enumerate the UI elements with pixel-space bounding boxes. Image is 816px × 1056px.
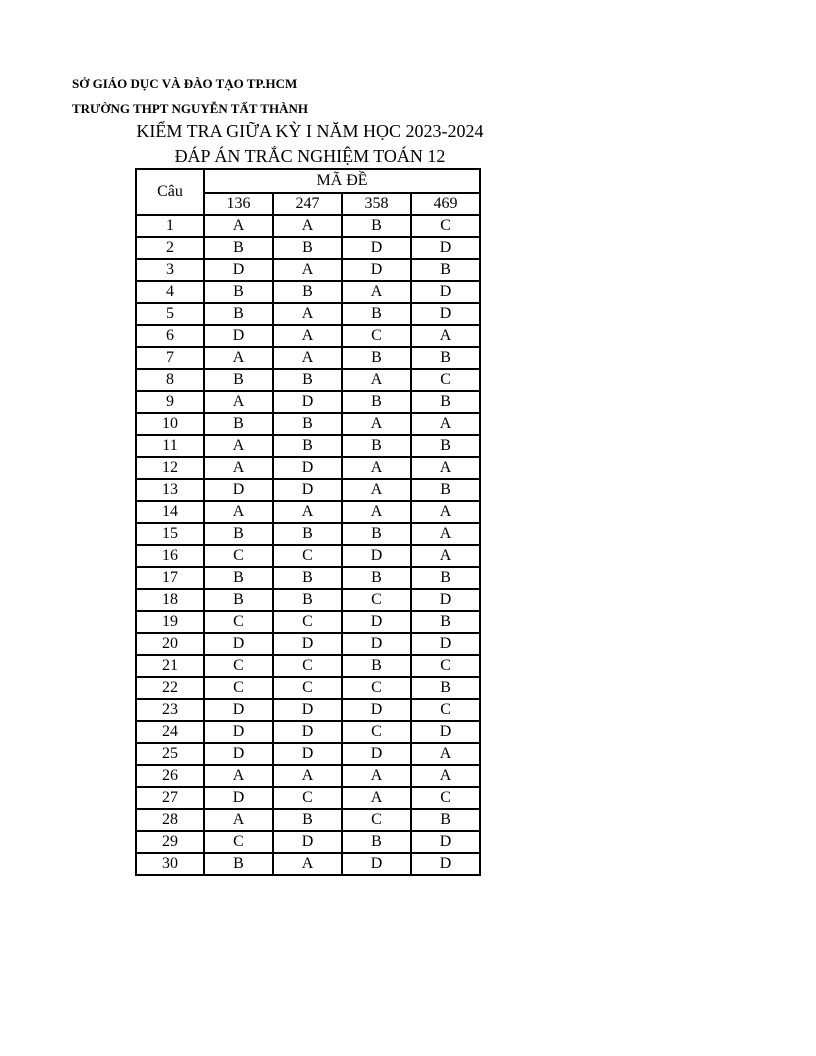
answer-cell: A [204,391,273,413]
question-number: 16 [136,545,204,567]
answer-cell: C [204,677,273,699]
answer-cell: B [411,567,480,589]
table-row [136,633,480,655]
question-number: 29 [136,831,204,853]
table-row [136,369,480,391]
question-number: 23 [136,699,204,721]
answer-cell: B [204,281,273,303]
answer-cell: C [342,809,411,831]
table-row [136,435,480,457]
answer-cell: C [273,611,342,633]
question-number: 18 [136,589,204,611]
answer-cell: B [411,809,480,831]
answer-key-table [135,168,481,876]
answer-cell: D [342,237,411,259]
question-number: 26 [136,765,204,787]
answer-cell: A [411,325,480,347]
answer-cell: A [204,765,273,787]
answer-rows [136,215,480,875]
answer-cell: B [273,237,342,259]
answer-cell: B [411,479,480,501]
answer-cell: C [342,677,411,699]
question-number: 14 [136,501,204,523]
answer-cell: D [204,479,273,501]
exam-code-group-header: MÃ ĐỀ [204,169,480,193]
answer-cell: B [204,853,273,875]
answer-cell: B [204,237,273,259]
answer-cell: B [273,589,342,611]
exam-code-header: 358 [342,193,411,215]
answer-cell: A [273,215,342,237]
question-column-header: Câu [136,169,204,215]
answer-cell: B [342,391,411,413]
answer-cell: A [411,413,480,435]
exam-code-header: 469 [411,193,480,215]
answer-cell: A [204,501,273,523]
answer-cell: A [411,501,480,523]
answer-cell: C [411,655,480,677]
answer-cell: D [411,303,480,325]
answer-cell: A [204,457,273,479]
exam-code-header: 136 [204,193,273,215]
answer-cell: A [342,281,411,303]
answer-cell: C [411,215,480,237]
answer-cell: A [204,347,273,369]
table-row [136,347,480,369]
table-row [136,721,480,743]
answer-cell: A [204,435,273,457]
answer-cell: D [273,479,342,501]
answer-cell: B [411,391,480,413]
answer-cell: B [342,303,411,325]
table-row [136,699,480,721]
answer-cell: D [273,721,342,743]
answer-cell: D [204,633,273,655]
question-number: 24 [136,721,204,743]
table-row [136,765,480,787]
answer-cell: C [273,545,342,567]
answer-cell: B [342,523,411,545]
answer-cell: A [273,347,342,369]
answer-cell: B [204,369,273,391]
question-number: 27 [136,787,204,809]
table-row [136,589,480,611]
answer-cell: D [204,721,273,743]
table-row [136,391,480,413]
answer-cell: B [273,369,342,391]
table-row [136,479,480,501]
question-number: 4 [136,281,204,303]
answer-cell: B [204,523,273,545]
answer-cell: A [273,501,342,523]
question-number: 8 [136,369,204,391]
answer-cell: B [273,567,342,589]
question-number: 11 [136,435,204,457]
answer-cell: D [342,699,411,721]
answer-cell: A [204,215,273,237]
answer-cell: D [342,633,411,655]
answer-cell: D [204,787,273,809]
exam-code-header: 247 [273,193,342,215]
answer-cell: C [273,655,342,677]
answer-cell: A [342,479,411,501]
table-row [136,831,480,853]
answer-cell: C [204,831,273,853]
question-number: 21 [136,655,204,677]
answer-cell: C [342,325,411,347]
table-row [136,743,480,765]
answer-cell: D [342,853,411,875]
answer-cell: D [273,699,342,721]
answer-cell: D [411,589,480,611]
answer-cell: B [342,347,411,369]
question-number: 9 [136,391,204,413]
answer-cell: B [342,831,411,853]
answer-cell: A [342,413,411,435]
answer-cell: D [411,831,480,853]
answer-cell: D [204,699,273,721]
answer-cell: B [204,567,273,589]
answer-cell: B [273,523,342,545]
answer-cell: D [411,853,480,875]
table-row [136,809,480,831]
answer-cell: C [411,699,480,721]
answer-cell: A [411,765,480,787]
question-number: 22 [136,677,204,699]
table-row [136,567,480,589]
answer-cell: C [204,611,273,633]
answer-cell: D [204,259,273,281]
answer-cell: A [342,787,411,809]
answer-cell: B [411,435,480,457]
answer-cell: A [342,765,411,787]
answer-cell: C [204,545,273,567]
answer-cell: C [204,655,273,677]
answer-cell: D [342,611,411,633]
answer-cell: D [273,743,342,765]
answer-cell: D [411,281,480,303]
answer-cell: D [342,743,411,765]
answer-cell: A [273,853,342,875]
question-number: 19 [136,611,204,633]
table-row [136,655,480,677]
table-row [136,677,480,699]
answer-cell: D [273,831,342,853]
answer-cell: A [342,369,411,391]
table-row [136,787,480,809]
question-number: 17 [136,567,204,589]
answer-cell: D [411,721,480,743]
answer-cell: B [273,413,342,435]
question-number: 25 [136,743,204,765]
question-number: 30 [136,853,204,875]
answer-cell: B [342,215,411,237]
question-number: 10 [136,413,204,435]
table-row [136,281,480,303]
answer-cell: B [342,435,411,457]
table-row [136,303,480,325]
table-row [136,611,480,633]
table-row [136,545,480,567]
answer-cell: A [273,325,342,347]
answer-cell: A [342,501,411,523]
answer-cell: C [411,787,480,809]
answer-cell: B [273,809,342,831]
answer-key-title: ĐÁP ÁN TRẮC NGHIỆM TOÁN 12 [174,146,446,166]
question-number: 13 [136,479,204,501]
question-number: 2 [136,237,204,259]
answer-cell: C [273,677,342,699]
answer-cell: B [342,655,411,677]
answer-cell: C [342,589,411,611]
table-row [136,523,480,545]
table-row [136,259,480,281]
table-row [136,215,480,237]
question-number: 20 [136,633,204,655]
answer-cell: D [204,743,273,765]
answer-cell: C [411,369,480,391]
answer-cell: A [411,457,480,479]
answer-cell: D [204,325,273,347]
answer-cell: A [273,765,342,787]
answer-cell: A [273,259,342,281]
table-row [136,413,480,435]
answer-cell: A [411,523,480,545]
question-number: 12 [136,457,204,479]
question-number: 3 [136,259,204,281]
answer-cell: D [342,259,411,281]
answer-cell: D [342,545,411,567]
answer-cell: B [411,347,480,369]
answer-cell: A [411,743,480,765]
answer-cell: D [411,633,480,655]
answer-cell: A [411,545,480,567]
table-row [136,457,480,479]
exam-title: KIỂM TRA GIỮA KỲ I NĂM HỌC 2023-2024 [136,121,484,141]
question-number: 6 [136,325,204,347]
answer-cell: D [411,237,480,259]
table-row [136,853,480,875]
answer-cell: B [411,611,480,633]
answer-cell: D [273,391,342,413]
answer-cell: A [204,809,273,831]
question-number: 1 [136,215,204,237]
question-number: 5 [136,303,204,325]
answer-cell: B [204,303,273,325]
department-name: SỞ GIÁO DỤC VÀ ĐÀO TẠO TP.HCM [72,76,298,91]
answer-cell: B [342,567,411,589]
question-number: 7 [136,347,204,369]
answer-cell: B [273,435,342,457]
answer-cell: C [342,721,411,743]
answer-cell: D [273,633,342,655]
answer-cell: A [273,303,342,325]
answer-cell: B [273,281,342,303]
answer-cell: C [273,787,342,809]
table-row [136,501,480,523]
answer-cell: D [273,457,342,479]
school-name: TRƯỜNG THPT NGUYỄN TẤT THÀNH [72,101,308,116]
question-number: 15 [136,523,204,545]
question-number: 28 [136,809,204,831]
answer-cell: B [204,413,273,435]
table-row [136,237,480,259]
answer-cell: B [204,589,273,611]
answer-cell: A [342,457,411,479]
table-row [136,325,480,347]
answer-cell: B [411,259,480,281]
answer-cell: B [411,677,480,699]
